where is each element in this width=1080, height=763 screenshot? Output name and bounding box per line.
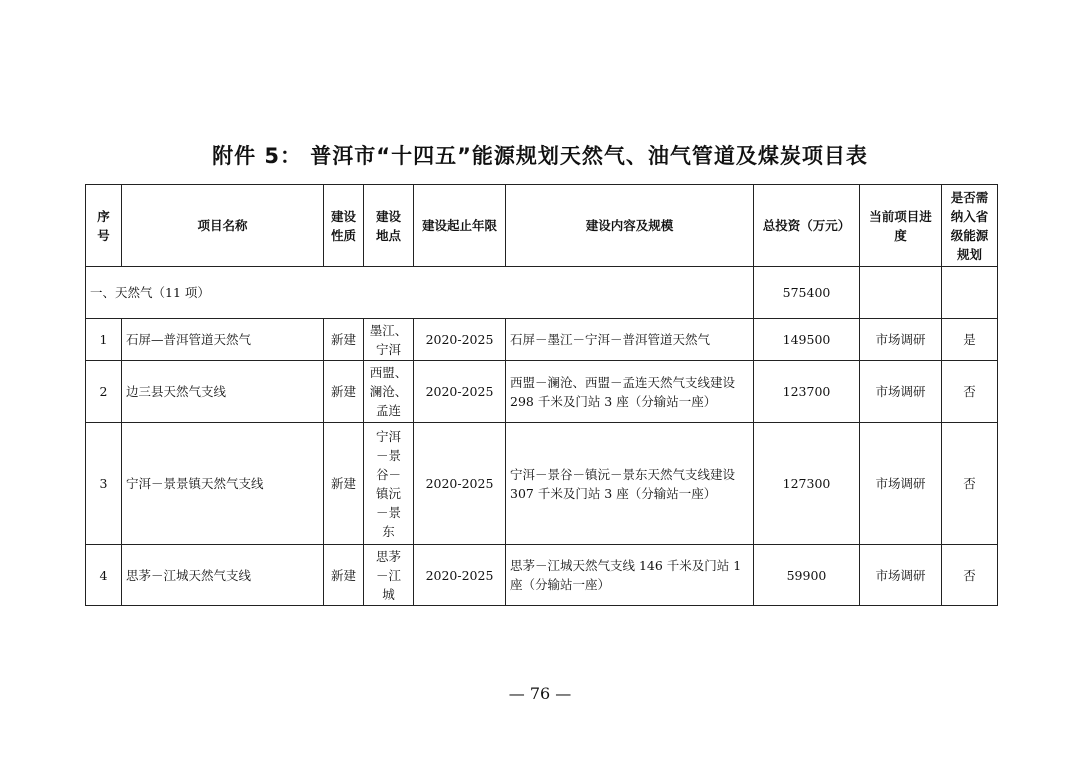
cell-seq: 1 (86, 319, 122, 361)
header-content: 建设内容及规模 (506, 185, 754, 267)
cell-nature: 新建 (324, 319, 364, 361)
document-title: 附件 5： 普洱市“十四五”能源规划天然气、油气管道及煤炭项目表 (212, 144, 868, 168)
cell-name: 思茅－江城天然气支线 (122, 545, 324, 606)
header-row (86, 185, 998, 267)
header-progress: 当前项目进 度 (860, 185, 942, 267)
header-name: 项目名称 (122, 185, 324, 267)
page-number: — 76 — (508, 684, 572, 703)
cell-provincial: 否 (942, 423, 998, 545)
table-row (86, 361, 998, 423)
header-location: 建设 地点 (364, 185, 414, 267)
cell-content: 宁洱－景谷－镇沅－景东天然气支线建设 307 千米及门站 3 座（分输站一座） (506, 423, 754, 545)
cell-investment: 127300 (754, 423, 860, 545)
cell-seq: 3 (86, 423, 122, 545)
cell-name: 石屏—普洱管道天然气 (122, 319, 324, 361)
header-investment: 总投资（万元） (754, 185, 860, 267)
header-provincial: 是否需 纳入省 级能源 规划 (942, 185, 998, 267)
cell-seq: 4 (86, 545, 122, 606)
cell-period: 2020-2025 (414, 423, 506, 545)
cell-progress: 市场调研 (860, 545, 942, 606)
header-nature: 建设 性质 (324, 185, 364, 267)
cell-seq: 2 (86, 361, 122, 423)
cell-provincial: 否 (942, 545, 998, 606)
cell-location: 宁洱 －景 谷－ 镇沅 －景 东 (364, 423, 414, 545)
cell-progress: 市场调研 (860, 423, 942, 545)
cell-provincial: 是 (942, 319, 998, 361)
category-investment: 575400 (754, 267, 860, 319)
cell-period: 2020-2025 (414, 361, 506, 423)
header-period: 建设起止年限 (414, 185, 506, 267)
cell-location: 墨江、 宁洱 (364, 319, 414, 361)
category-provincial (942, 267, 998, 319)
cell-investment: 59900 (754, 545, 860, 606)
cell-investment: 123700 (754, 361, 860, 423)
category-progress (860, 267, 942, 319)
cell-nature: 新建 (324, 423, 364, 545)
cell-content: 石屏－墨江－宁洱－普洱管道天然气 (506, 319, 754, 361)
category-row (86, 267, 998, 319)
cell-nature: 新建 (324, 361, 364, 423)
cell-progress: 市场调研 (860, 361, 942, 423)
cell-nature: 新建 (324, 545, 364, 606)
cell-investment: 149500 (754, 319, 860, 361)
cell-content: 西盟－澜沧、西盟－孟连天然气支线建设 298 千米及门站 3 座（分输站一座） (506, 361, 754, 423)
cell-location: 西盟、 澜沧、 孟连 (364, 361, 414, 423)
category-label: 一、天然气（11 项） (86, 267, 754, 319)
cell-period: 2020-2025 (414, 319, 506, 361)
table-row (86, 545, 998, 606)
cell-location: 思茅 －江 城 (364, 545, 414, 606)
table-row (86, 423, 998, 545)
cell-name: 宁洱－景景镇天然气支线 (122, 423, 324, 545)
cell-provincial: 否 (942, 361, 998, 423)
table-row (86, 319, 998, 361)
cell-content: 思茅－江城天然气支线 146 千米及门站 1 座（分输站一座） (506, 545, 754, 606)
header-seq: 序 号 (86, 185, 122, 267)
cell-progress: 市场调研 (860, 319, 942, 361)
cell-name: 边三县天然气支线 (122, 361, 324, 423)
cell-period: 2020-2025 (414, 545, 506, 606)
project-table (85, 184, 998, 606)
